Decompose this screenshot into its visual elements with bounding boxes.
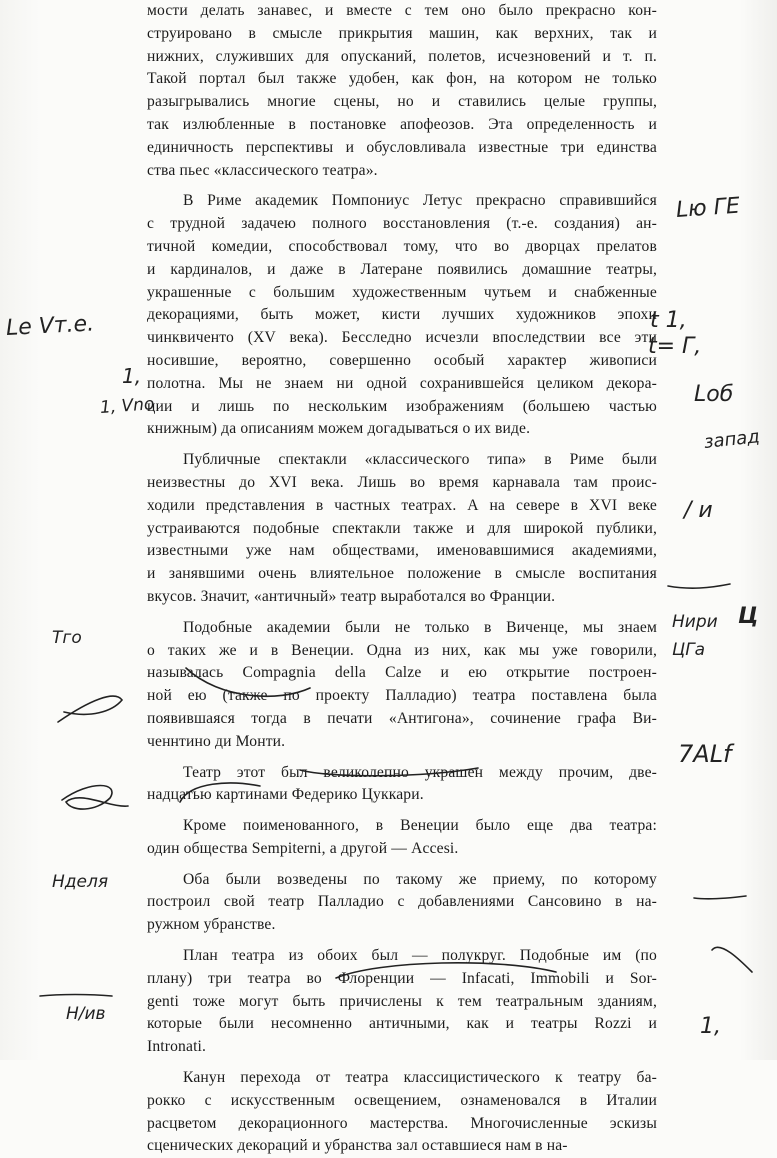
text-line: построил свой театр Палладио с добавлениями Сансовино в на-: [147, 893, 657, 911]
pen-stroke: [712, 947, 752, 972]
text-line: о таких же и в Венеции. Одна из них, как мы уже говорили,: [147, 641, 657, 659]
text-line: Кроме поименованного, в Венеции было еще два театра:: [183, 817, 657, 835]
text-line: струировано в смысле прикрытия машин, как верхних, так и: [147, 24, 657, 42]
text-line: носившие, вероятно, совершенно особый характер живописи: [147, 351, 657, 369]
text-line: Intronati.: [147, 1038, 207, 1056]
text-line: устраиваются подобные спектакли также и для широкой публики,: [147, 519, 657, 537]
text-line: которые были несомненно античными, как и театры Rozzi и: [147, 1015, 657, 1033]
text-line: ходили представления в частных театрах. А на севере в XVI веке: [147, 496, 657, 514]
pen-stroke: [40, 995, 112, 997]
text-line: рокко с искусственным освещением, ознаменовался в Италии: [147, 1091, 657, 1109]
pen-stroke: [58, 696, 122, 722]
text-line: genti тоже могут быть причислены к тем театральным зданиям,: [147, 992, 657, 1010]
text-line: один общества Sempiterni, а другой — Accesi.: [147, 839, 459, 857]
margin-note: Тго: [52, 628, 82, 648]
text-line: появившаяся тогда в печати «Антигона», сочинение графа Ви-: [147, 709, 657, 727]
text-line: Оба были возведены по такому же приему, по которому: [183, 870, 657, 888]
text-line: расцветом декорационного мастерства. Многочисленные эскизы: [147, 1114, 657, 1132]
margin-note: t 1,: [650, 308, 687, 333]
text-line: книжным) да описаниям можем догадываться о их виде.: [147, 420, 531, 438]
margin-note: Ц: [738, 604, 759, 629]
margin-note: 1,: [700, 1014, 721, 1039]
pen-stroke: [62, 786, 128, 810]
text-line: надцатью картинами Федерико Цуккари.: [147, 786, 424, 804]
text-line: разыгрывались многие сцены, но и ставились целые группы,: [147, 93, 657, 111]
text-line: плану) три театра во Флоренции — Infacati, Immobili и Sor-: [147, 969, 657, 987]
text-line: и кардиналов, и даже в Латеране появились домашние театры,: [147, 260, 657, 278]
text-line: мости делать занавес, и вместе с тем оно было прекрасно кон-: [147, 2, 657, 19]
margin-note: 1, Vno: [99, 394, 156, 418]
text-line: известными уже нам обществами, именовавшимися академиями,: [147, 542, 657, 560]
text-line: Такой портал был также удобен, как фон, на котором не только: [147, 70, 657, 88]
text-line: ченнтино ди Монти.: [147, 732, 286, 750]
text-line: неизвестны до XVI века. Лишь во время карнавала там проис-: [147, 473, 657, 491]
text-line: Публичные спектакли «классического типа» в Риме были: [183, 451, 657, 469]
text-line: и занявшими очень влиятельное положение в смысле воспитания: [147, 565, 657, 583]
text-line: полотна. Мы не знаем ни одной сохранившейся целиком декора-: [147, 374, 657, 392]
margin-note: Нделя: [52, 872, 109, 892]
text-line: с трудной задачею полного восстановления (т.-е. создания) ан-: [147, 215, 657, 233]
text-line: единичность перспективы и обусловливала известные три единства: [147, 138, 657, 156]
margin-note: Lоб: [694, 382, 734, 407]
text-line: декорациями, быть может, кисти лучших художников эпохи: [147, 306, 657, 324]
margin-note: t= Г,: [648, 334, 702, 359]
text-line: вкусов. Значит, «античный» театр выработался во Франции.: [147, 587, 556, 605]
text-line: нижних, служивших для опусканий, полетов, исчезновений и т. п.: [147, 47, 657, 65]
margin-note: 1,: [122, 364, 142, 388]
text-line: чинквиченто (XV века). Бесследно исчезли впоследствии все эти: [147, 329, 657, 347]
text-line: Театр этот был великолепно украшен между прочим, две-: [183, 763, 657, 781]
margin-note: / и: [684, 498, 713, 523]
text-line: Канун перехода от театра классицистического к театру ба-: [183, 1069, 657, 1087]
text-line: называлась Compagnia della Calze и ею открытие построен-: [147, 664, 657, 682]
text-line: План театра из обоих был — полукруг. Подобные им (по: [183, 947, 657, 965]
text-line: ции и лишь по нескольким изображениям (большею частью: [147, 397, 657, 415]
text-line: В Риме академик Помпониус Летус прекрасно справившийся: [183, 192, 657, 210]
pen-stroke: [694, 896, 746, 899]
pen-stroke: [668, 584, 730, 588]
text-line: ружном убранстве.: [147, 916, 276, 934]
margin-note: Lе Vт.е.: [5, 311, 95, 341]
text-column: [147, 0, 657, 1158]
text-line: ства пьес «классического театра».: [147, 161, 378, 179]
text-line: Подобные академии были не только в Виченце, мы знаем: [183, 618, 657, 636]
margin-note: ЦГа: [672, 640, 706, 660]
text-line: ной ею (также по проекту Палладио) театра поставлена была: [147, 687, 657, 705]
margin-note: Lю ГЕ: [675, 193, 741, 223]
text-line: тичной комедии, способствовал тому, что во дворцах прелатов: [147, 237, 657, 255]
margin-note: Н/ив: [66, 1004, 106, 1024]
text-line: сценических декораций и убранства зал оставшиеся нам в на-: [147, 1137, 568, 1155]
margin-note: запад: [702, 426, 761, 453]
text-line: так излюбленные в постановке апофеозов. Эта определенность и: [147, 115, 657, 133]
margin-note: 7АLf: [678, 740, 732, 768]
margin-note: Нири: [672, 612, 718, 632]
text-line: украшенные с большим художественным чутьем и снабженные: [147, 283, 657, 301]
